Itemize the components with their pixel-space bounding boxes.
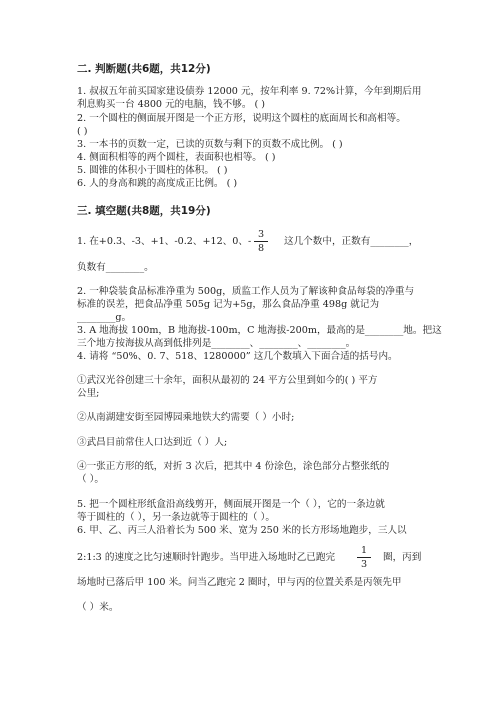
s3-q1-fraction: [254, 229, 268, 254]
s2-q1-line1: 1. 叔叔五年前买国家建设债券 12000 元，按年利率 9. 72%计算，今年到期后用: [77, 86, 422, 97]
s2-q4: 4. 侧面积相等的两个圆柱，表面积也相等。 ( ): [77, 152, 276, 163]
s2-q2-line2: ( ): [77, 126, 88, 137]
s3-q1-line1b: 这几个数中，正数有________，: [284, 236, 419, 247]
s2-q5: 5. 圆锥的体积小于圆柱的体积。 ( ): [77, 165, 228, 176]
s3-q3-line2: 三个地方按海拔从高到低排列是________、________、________。: [77, 338, 356, 349]
s3-q6-line2b: 圈，丙到: [383, 552, 422, 563]
s2-q2-line1: 2. 一个圆柱的侧面展开图是一个正方形，说明这个圆柱的底面周长和高相等。: [77, 113, 406, 124]
s3-q2-line1: 2. 一种袋装食品标准净重为 500g，质监工作人员为了解该种食品每袋的净重与: [77, 286, 415, 297]
fraction-bar: [357, 557, 371, 558]
fraction-numerator: 1: [360, 545, 368, 556]
s3-q6-line2a: 2:1:3 的速度之比匀速顺时针跑步。当甲进入场地时乙已跑完: [77, 552, 336, 563]
s3-q4: 4. 请将 “50%、0. 7、518、1280000” 这几个数填入下面合适的括号内。: [77, 351, 398, 362]
section3-title: 三. 填空题(共8题，共19分): [77, 205, 211, 217]
fraction-bar: [254, 241, 268, 242]
s3-q4-item1-line1: ①武汉光谷创建三十余年，面积从最初的 24 平方公里到如今的( ) 平方: [77, 375, 378, 386]
s2-q3: 3. 一本书的页数一定，已读的页数与剩下的页数不成比例。 ( ): [77, 139, 343, 150]
s3-q6-fraction: [357, 545, 371, 570]
s3-q2-line3: ________g。: [77, 312, 132, 323]
fraction-denominator: 3: [360, 559, 368, 570]
s3-q1-line1a: 1. 在+0.3、-3、+1、-0.2、+12、0、-: [77, 236, 252, 247]
s3-q4-item2: ②从南湖建安街至园博园乘地铁大约需要（ ）小时;: [77, 412, 295, 423]
s3-q2-line2: 标准的误差，把食品净重 505g 记为+5g，那么食品净重 498g 就记为: [77, 299, 380, 310]
s3-q4-item3: ③武昌目前常住人口达到近（ ）人;: [77, 437, 228, 448]
s2-q6: 6. 人的身高和跳的高度成正比例。 ( ): [77, 178, 238, 189]
s3-q3-line1: 3. A 地海拔 100m，B 地海拔-100m，C 地海拔-200m，最高的是________地。把这: [77, 325, 442, 336]
s3-q4-item1-line2: 公里;: [77, 388, 100, 399]
s3-q6-line3: 场地时已落后甲 100 米。问当乙跑完 2 圈时，甲与丙的位置关系是丙领先甲: [77, 577, 402, 588]
s3-q4-item4-line1: ④一张正方形的纸，对折 3 次后，把其中 4 份涂色，涂色部分占整张纸的: [77, 461, 390, 472]
s3-q6-line4: （ ）米。: [77, 602, 119, 613]
fraction-numerator: 3: [257, 229, 265, 240]
s3-q5-line1: 5. 把一个圆柱形纸盒沿高线剪开，侧面展开图是一个（ ），它的一条边就: [77, 499, 385, 510]
s3-q4-item4-line2: （ ）。: [77, 474, 105, 485]
s3-q1-line2: 负数有________。: [77, 262, 154, 273]
s3-q6-line1: 6. 甲、乙、丙三人沿着长为 500 米、宽为 250 米的长方形场地跑步，三人以: [77, 525, 407, 536]
s3-q5-line2: 等于圆柱的（ ），另一条边就等于圆柱的（ ）。: [77, 512, 275, 523]
s2-q1-line2: 利息购买一台 4800 元的电脑，钱不够。 ( ): [77, 99, 266, 110]
section2-title: 二. 判断题(共6题，共12分): [77, 63, 211, 75]
fraction-denominator: 8: [257, 243, 265, 254]
